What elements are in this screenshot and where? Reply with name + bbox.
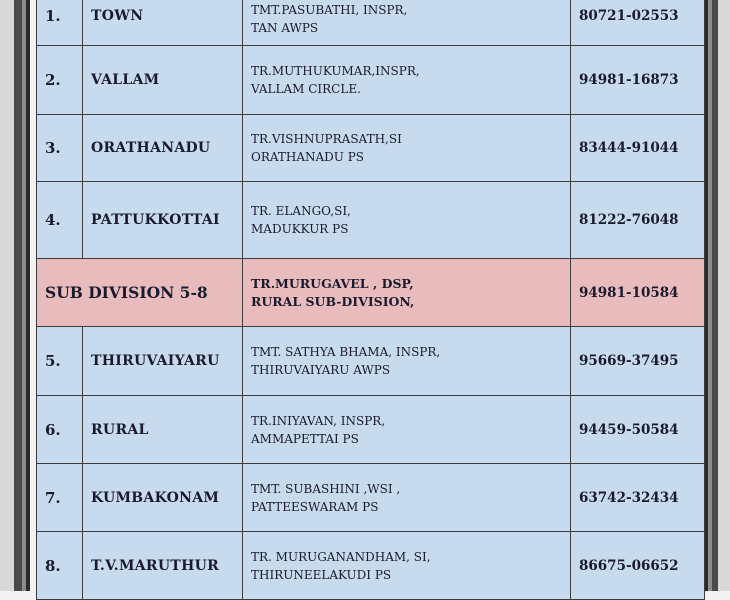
sub-division-title: SUB DIVISION 5-8 xyxy=(37,259,243,327)
officer-details xyxy=(243,327,571,396)
phone-number: 63742-32434 xyxy=(571,464,705,532)
officer-details xyxy=(243,464,571,532)
right-border-frame xyxy=(704,0,730,591)
officer-details xyxy=(243,182,571,259)
table-row xyxy=(37,464,705,532)
left-border-frame xyxy=(0,0,30,591)
officer-station: MADUKKUR PS xyxy=(251,222,349,236)
officer-name: TR. MURUGANANDHAM, SI, xyxy=(251,549,431,564)
officer-station: ORATHANADU PS xyxy=(251,150,365,164)
officer-details xyxy=(243,115,571,182)
station-name: KUMBAKONAM xyxy=(83,464,243,532)
row-number: 7. xyxy=(37,464,83,532)
phone-number: 81222-76048 xyxy=(571,182,705,259)
table-row xyxy=(37,0,705,46)
sub-division-phone: 94981-10584 xyxy=(571,259,705,327)
row-number: 8. xyxy=(37,532,83,600)
station-name: RURAL xyxy=(83,396,243,464)
table-row xyxy=(37,532,705,600)
officer-name: TR.INIYAVAN, INSPR, xyxy=(251,413,386,428)
row-number: 5. xyxy=(37,327,83,396)
officer-roster-table xyxy=(36,0,705,600)
phone-number: 80721-02553 xyxy=(571,0,705,46)
station-name: ORATHANADU xyxy=(83,115,243,182)
station-name: TOWN xyxy=(83,0,243,46)
officer-station: PATTEESWARAM PS xyxy=(251,499,379,514)
officer-station: THIRUVAIYARU AWPS xyxy=(251,363,391,377)
table-row xyxy=(37,115,705,182)
dsp-division: RURAL SUB-DIVISION, xyxy=(251,293,415,309)
officer-name: TMT. SUBASHINI ,WSI , xyxy=(251,481,401,496)
row-number: 1. xyxy=(37,0,83,46)
dsp-name: TR.MURUGAVEL , DSP, xyxy=(251,275,414,291)
row-number: 2. xyxy=(37,46,83,115)
phone-number: 83444-91044 xyxy=(571,115,705,182)
officer-station: THIRUNEELAKUDI PS xyxy=(251,567,392,582)
officer-name: TR. ELANGO,SI, xyxy=(251,204,351,218)
station-name: THIRUVAIYARU xyxy=(83,327,243,396)
officer-station: AMMAPETTAI PS xyxy=(251,431,359,446)
phone-number: 86675-06652 xyxy=(571,532,705,600)
officer-name: TMT.PASUBATHI, INSPR, xyxy=(251,3,408,17)
phone-number: 95669-37495 xyxy=(571,327,705,396)
table-row xyxy=(37,46,705,115)
phone-number: 94981-16873 xyxy=(571,46,705,115)
row-number: 3. xyxy=(37,115,83,182)
officer-details xyxy=(243,46,571,115)
officer-details xyxy=(243,0,571,46)
phone-number: 94459-50584 xyxy=(571,396,705,464)
officer-name: TMT. SATHYA BHAMA, INSPR, xyxy=(251,345,441,359)
station-name: PATTUKKOTTAI xyxy=(83,182,243,259)
table-row xyxy=(37,327,705,396)
row-number: 4. xyxy=(37,182,83,259)
sub-division-officer xyxy=(243,259,571,327)
officer-name: TR.VISHNUPRASATH,SI xyxy=(251,132,402,146)
table-row xyxy=(37,182,705,259)
officer-details xyxy=(243,396,571,464)
table-row xyxy=(37,396,705,464)
officer-station: TAN AWPS xyxy=(251,21,319,35)
officer-details xyxy=(243,532,571,600)
station-name: T.V.MARUTHUR xyxy=(83,532,243,600)
row-number: 6. xyxy=(37,396,83,464)
station-name: VALLAM xyxy=(83,46,243,115)
officer-station: VALLAM CIRCLE. xyxy=(251,82,361,96)
officer-name: TR.MUTHUKUMAR,INSPR, xyxy=(251,64,420,78)
sub-division-row xyxy=(37,259,705,327)
